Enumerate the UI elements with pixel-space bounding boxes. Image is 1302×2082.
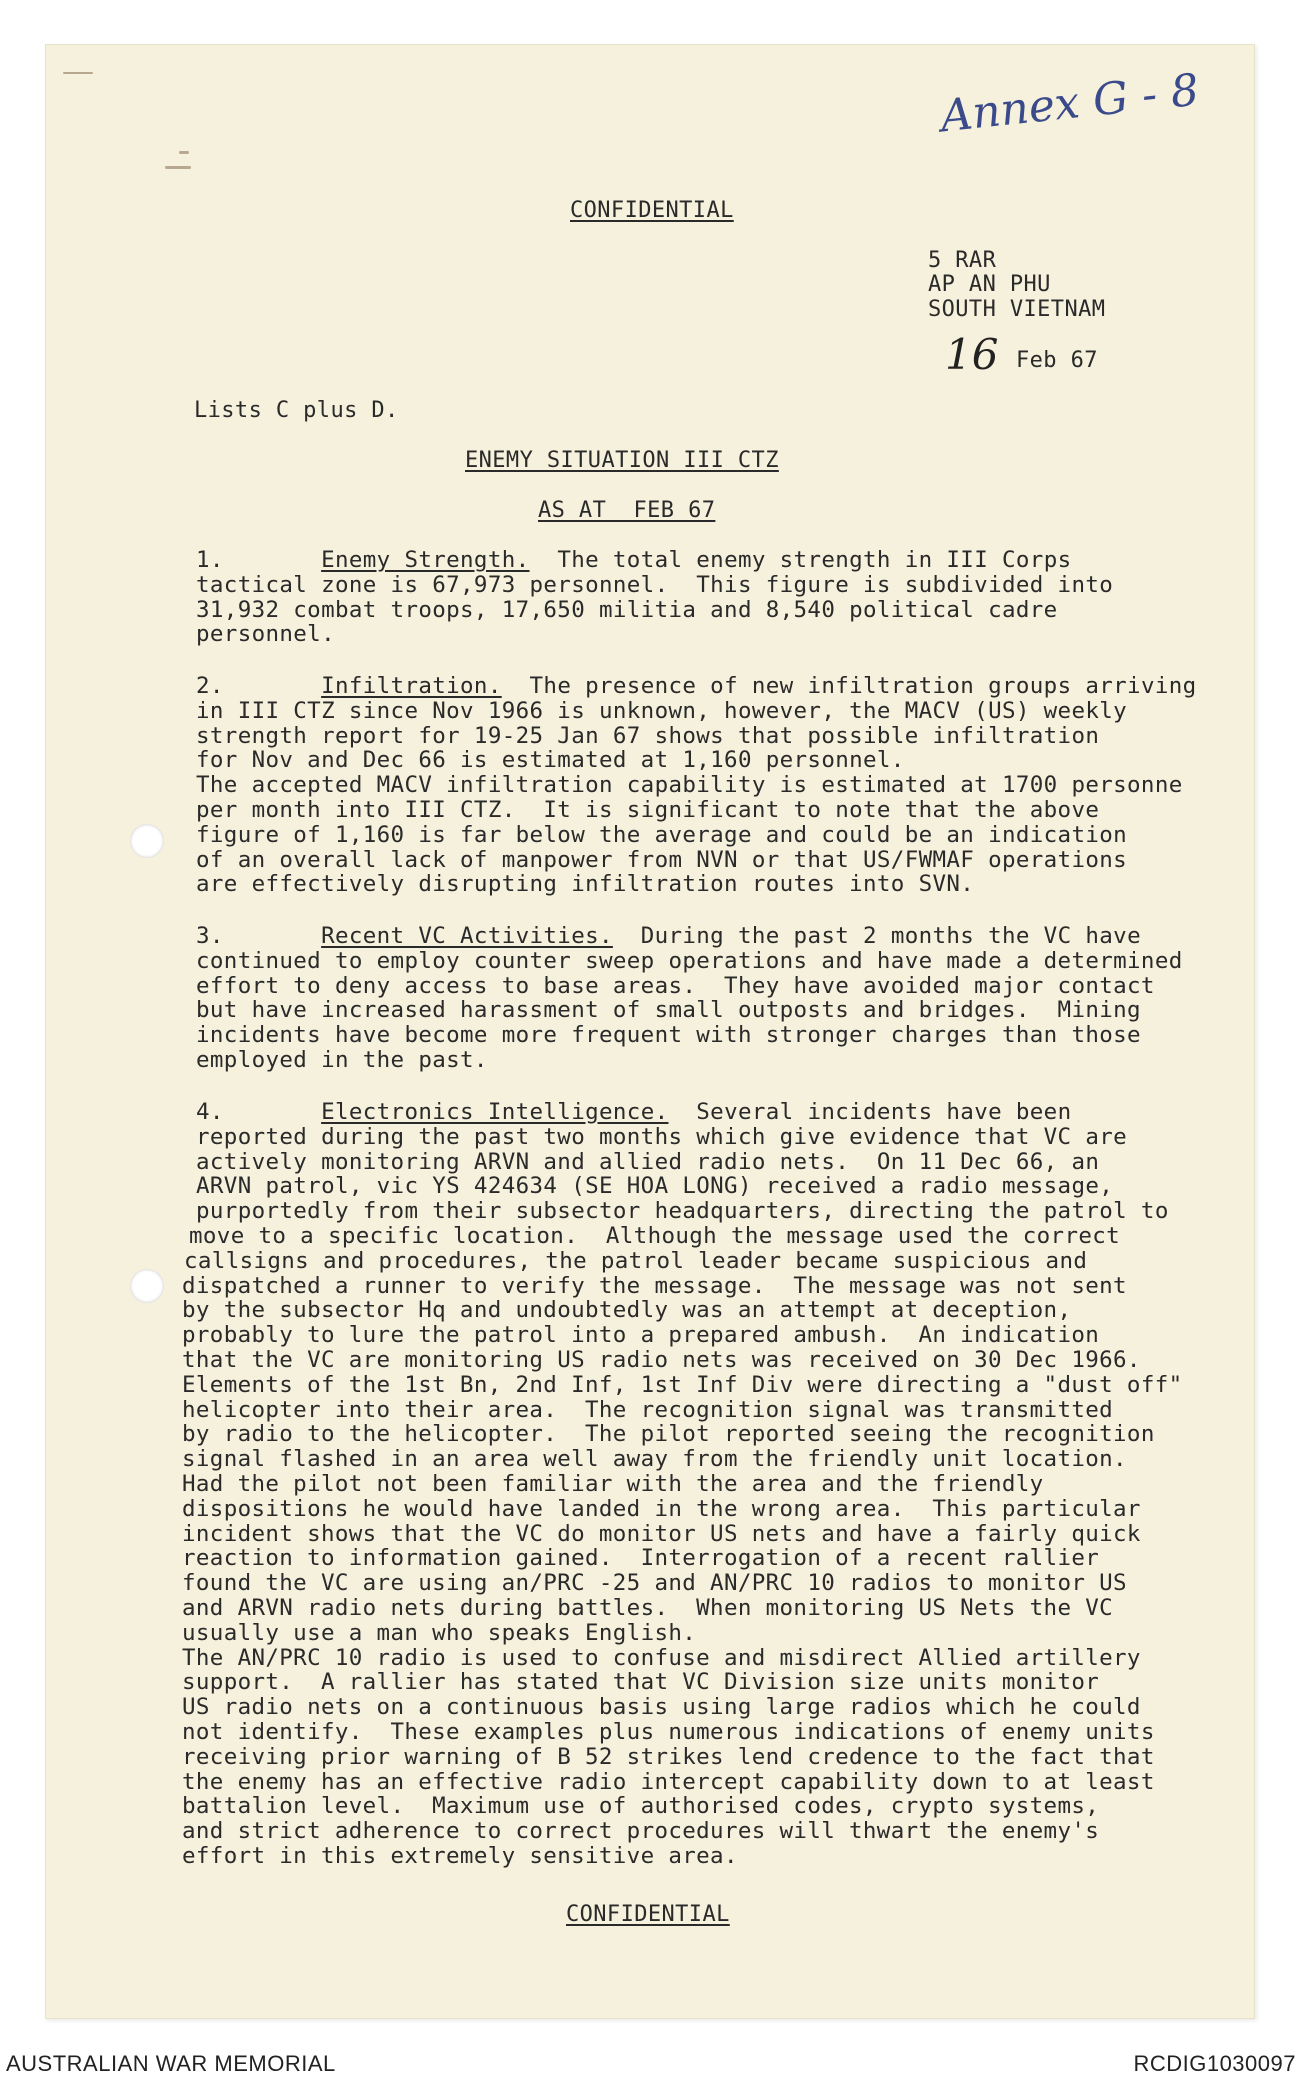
document-title: ENEMY SITUATION III CTZ	[465, 448, 779, 473]
text-line: tactical zone is 67,973 personnel. This figure is subdivided into	[196, 571, 1114, 598]
paragraph-heading: Electronics Intelligence.	[321, 1099, 669, 1125]
text-line: dispositions he would have landed in the wrong area. This particular	[182, 1495, 1141, 1522]
document-subtitle: AS AT FEB 67	[538, 498, 716, 523]
text-line: by radio to the helicopter. The pilot reported seeing the recognition	[182, 1421, 1155, 1448]
text-line: battalion level. Maximum use of authorised codes, crypto systems,	[182, 1793, 1100, 1820]
text-line: dispatched a runner to verify the message. The message was not sent	[182, 1272, 1127, 1299]
text-line: effort to deny access to base areas. They have avoided major contact	[196, 972, 1155, 999]
annex-annotation: Annex G - 8	[938, 64, 1202, 143]
text-line: probably to lure the patrol into a prepared ambush. An indication	[182, 1322, 1100, 1349]
text-line: support. A rallier has stated that VC Division size units monitor	[182, 1669, 1100, 1696]
text-line: in III CTZ since Nov 1966 is unknown, however, the MACV (US) weekly	[196, 697, 1128, 724]
text-line: continued to employ counter sweep operations and have made a determined	[196, 947, 1183, 974]
text-line: The presence of new infiltration groups arriving	[501, 673, 1197, 699]
text-line: The AN/PRC 10 radio is used to confuse and misdirect Allied artillery	[182, 1644, 1141, 1671]
text-line: employed in the past.	[196, 1046, 488, 1073]
paragraph-number: 3.	[196, 923, 224, 949]
distribution-list: Lists C plus D.	[194, 398, 399, 423]
text-line: The total enemy strength in III Corps	[529, 547, 1072, 573]
text-line: helicopter into their area. The recognition signal was transmitted	[182, 1396, 1114, 1423]
archive-id: RCDIG1030097	[1133, 2051, 1296, 2076]
paragraph-heading: Infiltration.	[321, 673, 502, 699]
rust-mark	[179, 151, 189, 154]
text-line: of an overall lack of manpower from NVN or that US/FWMAF operations	[196, 846, 1128, 873]
text-line: but have increased harassment of small outposts and bridges. Mining	[196, 997, 1141, 1024]
paragraph-number: 2.	[196, 673, 224, 699]
paragraph-heading: Recent VC Activities.	[321, 923, 613, 949]
text-line: The accepted MACV infiltration capability is estimated at 1700 personne	[196, 772, 1183, 799]
paragraph-recent-vc-activities	[196, 924, 1183, 1073]
archive-credit: AUSTRALIAN WAR MEMORIAL	[6, 2051, 336, 2076]
text-line: and strict adherence to correct procedures will thwart the enemy's	[182, 1818, 1100, 1845]
paragraph-electronics-intelligence	[182, 1100, 1183, 1869]
text-line: usually use a man who speaks English.	[182, 1619, 697, 1646]
rust-mark	[165, 166, 191, 169]
paragraph-heading: Enemy Strength.	[321, 547, 530, 573]
unit-location: AP AN PHU	[928, 272, 1051, 297]
text-line: the enemy has an effective radio intercept capability down to at least	[182, 1768, 1155, 1795]
text-line: strength report for 19-25 Jan 67 shows that possible infiltration	[196, 722, 1100, 749]
paragraph-number: 4.	[196, 1099, 224, 1125]
date-typed: Feb 67	[1016, 348, 1098, 373]
text-line: During the past 2 months the VC have	[612, 923, 1141, 949]
paragraph-enemy-strength	[196, 548, 1113, 647]
text-line: callsigns and procedures, the patrol leader became suspicious and	[184, 1247, 1088, 1274]
text-line: are effectively disrupting infiltration routes into SVN.	[196, 871, 975, 898]
classification-bottom: CONFIDENTIAL	[566, 1902, 730, 1927]
text-line: reported during the past two months which give evidence that VC are	[196, 1123, 1128, 1150]
text-line: per month into III CTZ. It is significant to note that the above	[196, 796, 1100, 823]
date-handwritten: 16	[945, 330, 999, 379]
text-line: Several incidents have been	[668, 1099, 1072, 1125]
text-line: US radio nets on a continuous basis using large radios which he could	[182, 1694, 1141, 1721]
text-line: figure of 1,160 is far below the average and could be an indication	[196, 821, 1128, 848]
text-line: 31,932 combat troops, 17,650 militia and 8,540 political cadre	[196, 596, 1058, 623]
text-line: reaction to information gained. Interrogation of a recent rallier	[182, 1545, 1100, 1572]
unit-name: 5 RAR	[928, 248, 997, 273]
text-line: incident shows that the VC do monitor US nets and have a fairly quick	[182, 1520, 1141, 1547]
text-line: effort in this extremely sensitive area.	[182, 1842, 738, 1869]
punch-hole	[130, 824, 164, 858]
punch-hole	[130, 1269, 164, 1303]
text-line: purportedly from their subsector headquarters, directing the patrol to	[196, 1198, 1169, 1225]
text-line: and ARVN radio nets during battles. When monitoring US Nets the VC	[182, 1594, 1114, 1621]
text-line: ARVN patrol, vic YS 424634 (SE HOA LONG) received a radio message,	[196, 1173, 1114, 1200]
text-line: Elements of the 1st Bn, 2nd Inf, 1st Inf Div were directing a "dust off"	[182, 1371, 1183, 1398]
text-line: personnel.	[196, 621, 335, 648]
unit-country: SOUTH VIETNAM	[928, 297, 1106, 322]
text-line: that the VC are monitoring US radio nets was received on 30 Dec 1966.	[182, 1346, 1141, 1373]
text-line: found the VC are using an/PRC -25 and AN/PRC 10 radios to monitor US	[182, 1570, 1127, 1597]
paragraph-number: 1.	[196, 547, 224, 573]
text-line: Had the pilot not been familiar with the area and the friendly	[182, 1470, 1044, 1497]
rust-mark	[63, 72, 93, 74]
text-line: not identify. These examples plus numerous indications of enemy units	[182, 1718, 1155, 1745]
classification-top: CONFIDENTIAL	[570, 198, 734, 223]
text-line: by the subsector Hq and undoubtedly was an attempt at deception,	[182, 1297, 1072, 1324]
text-line: actively monitoring ARVN and allied radio nets. On 11 Dec 66, an	[196, 1148, 1100, 1175]
text-line: incidents have become more frequent with stronger charges than those	[196, 1022, 1141, 1049]
paragraph-infiltration	[196, 674, 1197, 897]
text-line: for Nov and Dec 66 is estimated at 1,160 personnel.	[196, 747, 905, 774]
text-line: signal flashed in an area well away from the friendly unit location.	[182, 1446, 1127, 1473]
text-line: receiving prior warning of B 52 strikes lend credence to the fact that	[182, 1743, 1155, 1770]
text-line: move to a specific location. Although the message used the correct	[189, 1222, 1121, 1249]
